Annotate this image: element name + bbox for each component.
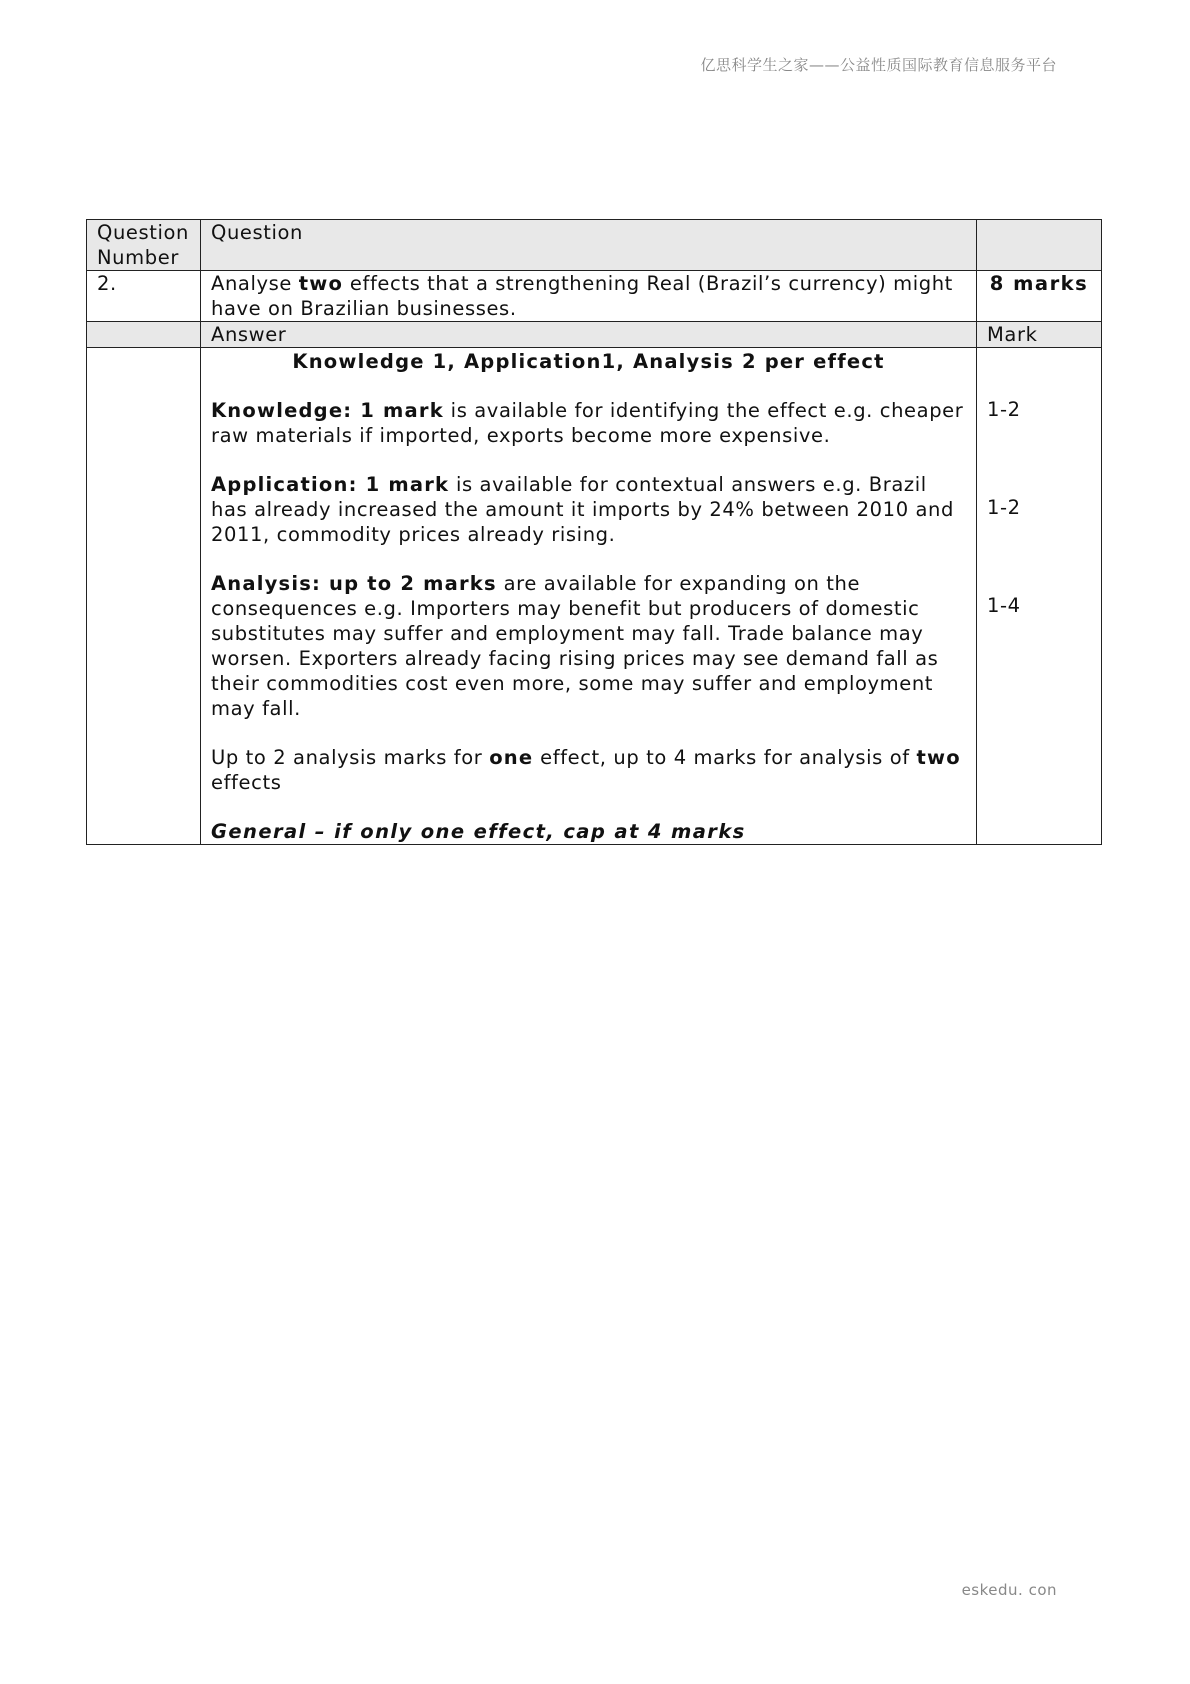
knowledge-mark: 1-2	[987, 398, 1021, 421]
question-row	[87, 271, 1102, 322]
answer-label: Answer	[201, 322, 977, 348]
question-number: 2.	[87, 271, 201, 322]
header-watermark: 亿思科学生之家——公益性质国际教育信息服务平台	[700, 56, 1057, 74]
analysis-mark: 1-4	[987, 594, 1021, 617]
footer-watermark: eskedu. con	[961, 1581, 1057, 1599]
analysis-criterion: Analysis: up to 2 marks are available for expanding on the consequences e.g. Importers may benefit but producers of domestic substitutes may suffer and employment may fall. Trade balance may worsen. Exporters already facing rising prices may see demand fall as their commodities cost even more, some may suffer and employment may fall.	[211, 572, 939, 720]
empty-answer-cell	[87, 322, 201, 348]
mark-column	[977, 348, 1102, 845]
question-number-header: Question Number	[87, 220, 201, 271]
application-mark: 1-2	[987, 496, 1021, 519]
criteria-title: Knowledge 1, Application1, Analysis 2 per effect	[292, 350, 885, 373]
question-header: Question	[201, 220, 977, 271]
answer-header-row	[87, 322, 1102, 348]
mark-scheme-table	[86, 219, 1102, 845]
knowledge-criterion: Knowledge: 1 mark is available for identifying the effect e.g. cheaper raw materials if imported, exports become more expensive.	[211, 399, 964, 447]
question-text: Analyse two effects that a strengthening Real (Brazil’s currency) might have on Brazilian businesses.	[201, 271, 977, 322]
empty-header-cell	[977, 220, 1102, 271]
analysis-limit-note: Up to 2 analysis marks for one effect, up to 4 marks for analysis of two effects	[211, 746, 961, 794]
answer-body	[201, 348, 977, 845]
table-header-row	[87, 220, 1102, 271]
general-note: General – if only one effect, cap at 4 marks	[211, 820, 746, 843]
answer-body-row	[87, 348, 1102, 845]
empty-body-cell	[87, 348, 201, 845]
mark-label: Mark	[977, 322, 1102, 348]
application-criterion: Application: 1 mark is available for contextual answers e.g. Brazil has already increased the amount it imports by 24% between 2010 and 2011, commodity prices already rising.	[211, 473, 954, 546]
total-marks: 8 marks	[977, 271, 1102, 322]
